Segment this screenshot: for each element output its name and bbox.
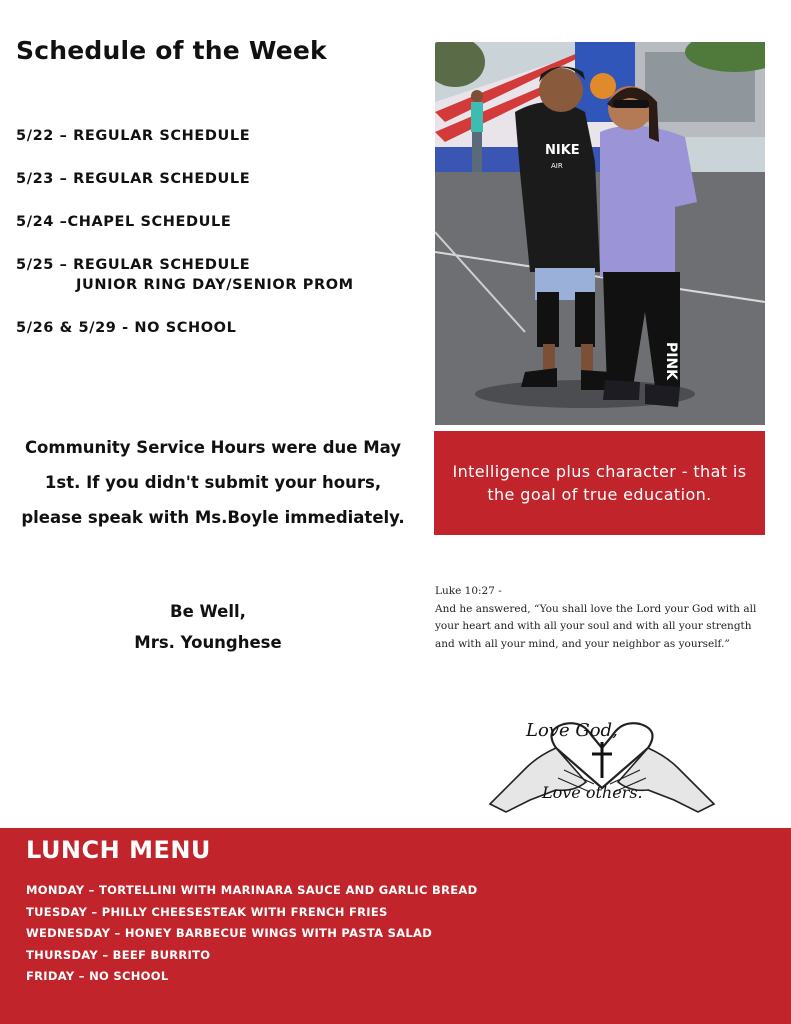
schedule-item-text: 5/22 – REGULAR SCHEDULE	[16, 128, 251, 144]
logo-bottom-text: Love others.	[542, 783, 643, 802]
lunch-menu-title: LUNCH MENU	[26, 836, 211, 864]
service-notice: Community Service Hours were due May 1st. If you didn't submit your hours, please speak with Ms.Boyle immediately.	[21, 438, 405, 527]
schedule-item-subtext: JUNIOR RING DAY/SENIOR PROM	[76, 277, 354, 293]
schedule-item	[16, 169, 416, 189]
schedule-list	[16, 126, 416, 361]
lunch-item: FRIDAY – NO SCHOOL	[26, 969, 169, 984]
signoff-name: Mrs. Younghese	[134, 633, 282, 652]
shirt-logo: NIKE	[545, 143, 580, 158]
logo-top-text: Love God,	[526, 720, 618, 741]
lunch-item: WEDNESDAY – HONEY BARBECUE WINGS WITH PASTA SALAD	[26, 926, 433, 941]
lunch-item: MONDAY – TORTELLINI WITH MARINARA SAUCE AND GARLIC BREAD	[26, 883, 478, 897]
schedule-item-text: 5/24 –CHAPEL SCHEDULE	[16, 214, 232, 230]
schedule-item	[16, 255, 416, 295]
lunch-item: TUESDAY – PHILLY CHEESESTEAK WITH FRENCH FRIES	[26, 904, 388, 919]
student-photo	[435, 42, 765, 425]
schedule-item-text: 5/23 – REGULAR SCHEDULE	[16, 171, 251, 187]
bible-verse	[435, 583, 765, 653]
signoff	[20, 596, 396, 658]
signoff-greeting: Be Well,	[170, 602, 246, 621]
svg-text:PINK: PINK	[663, 342, 679, 381]
love-god-logo	[486, 700, 718, 818]
schedule-item	[16, 126, 416, 146]
schedule-item	[16, 318, 416, 338]
lunch-item: THURSDAY – BEEF BURRITO	[26, 947, 211, 962]
lunch-menu-list	[26, 880, 477, 988]
schedule-item	[16, 212, 416, 232]
page-title: Schedule of the Week	[16, 36, 327, 65]
quote-box	[434, 431, 765, 535]
verse-reference: Luke 10:27 -	[435, 585, 502, 597]
verse-text: And he answered, “You shall love the Lord your God with all your heart and with all your soul and with all your strength and with all your mind, and your neighbor as yourself.”	[435, 602, 757, 650]
lunch-menu-section	[0, 828, 791, 1024]
schedule-item-text: 5/25 – REGULAR SCHEDULE	[16, 257, 251, 273]
quote-text: Intelligence plus character - that is the goal of true education.	[452, 462, 747, 504]
schedule-item-text: 5/26 & 5/29 - NO SCHOOL	[16, 320, 237, 336]
shirt-sublogo: AIR	[551, 162, 563, 170]
